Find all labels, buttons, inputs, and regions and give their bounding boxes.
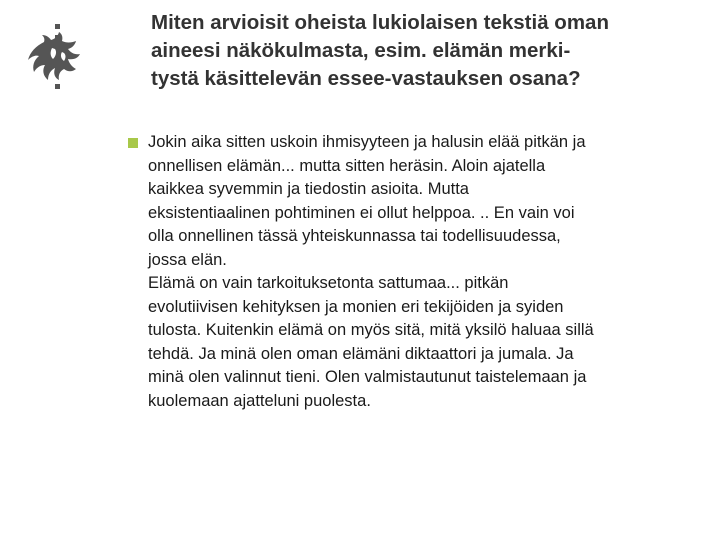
university-logo-icon	[22, 22, 94, 96]
text-line: Jokin aika sitten uskoin ihmisyyteen ja halusin elää pitkän ja	[148, 133, 586, 151]
title-line: aineesi näkökulmasta, esim. elämän merki-	[151, 39, 571, 62]
text-line: tulosta. Kuitenkin elämä on myös sitä, mitä yksilö haluaa sillä	[148, 321, 594, 339]
text-line: kuolemaan ajatteluni puolesta.	[148, 391, 371, 410]
text-line: olla onnellinen tässä yhteiskunnassa tai todellisuudessa,	[148, 227, 561, 245]
essay-text	[148, 131, 713, 413]
text-line: minä olen valinnut tieni. Olen valmistautunut taistelemaan ja	[148, 368, 587, 386]
text-line: kaikkea syvemmin ja tiedostin asioita. Mutta	[148, 180, 469, 198]
square-bullet-icon	[128, 138, 138, 148]
text-line: evolutiivisen kehityksen ja monien eri tekijöiden ja syiden	[148, 297, 564, 316]
title-line: Miten arvioisit oheista lukiolaisen tekstiä oman	[151, 11, 609, 34]
text-line: eksistentiaalinen pohtiminen ei ollut helppoa. .. En vain voi	[148, 203, 575, 222]
text-line: jossa elän.	[148, 250, 227, 269]
text-line: onnellisen elämän... mutta sitten heräsin. Aloin ajatella	[148, 156, 546, 175]
slide-title	[151, 9, 711, 93]
text-line: Elämä on vain tarkoituksetonta sattumaa... pitkän	[148, 274, 509, 292]
title-line: tystä käsittelevän essee-vastauksen osana?	[151, 67, 581, 90]
text-line: tehdä. Ja minä olen oman elämäni diktaattori ja jumala. Ja	[148, 344, 574, 363]
bullet-paragraph	[128, 131, 713, 413]
